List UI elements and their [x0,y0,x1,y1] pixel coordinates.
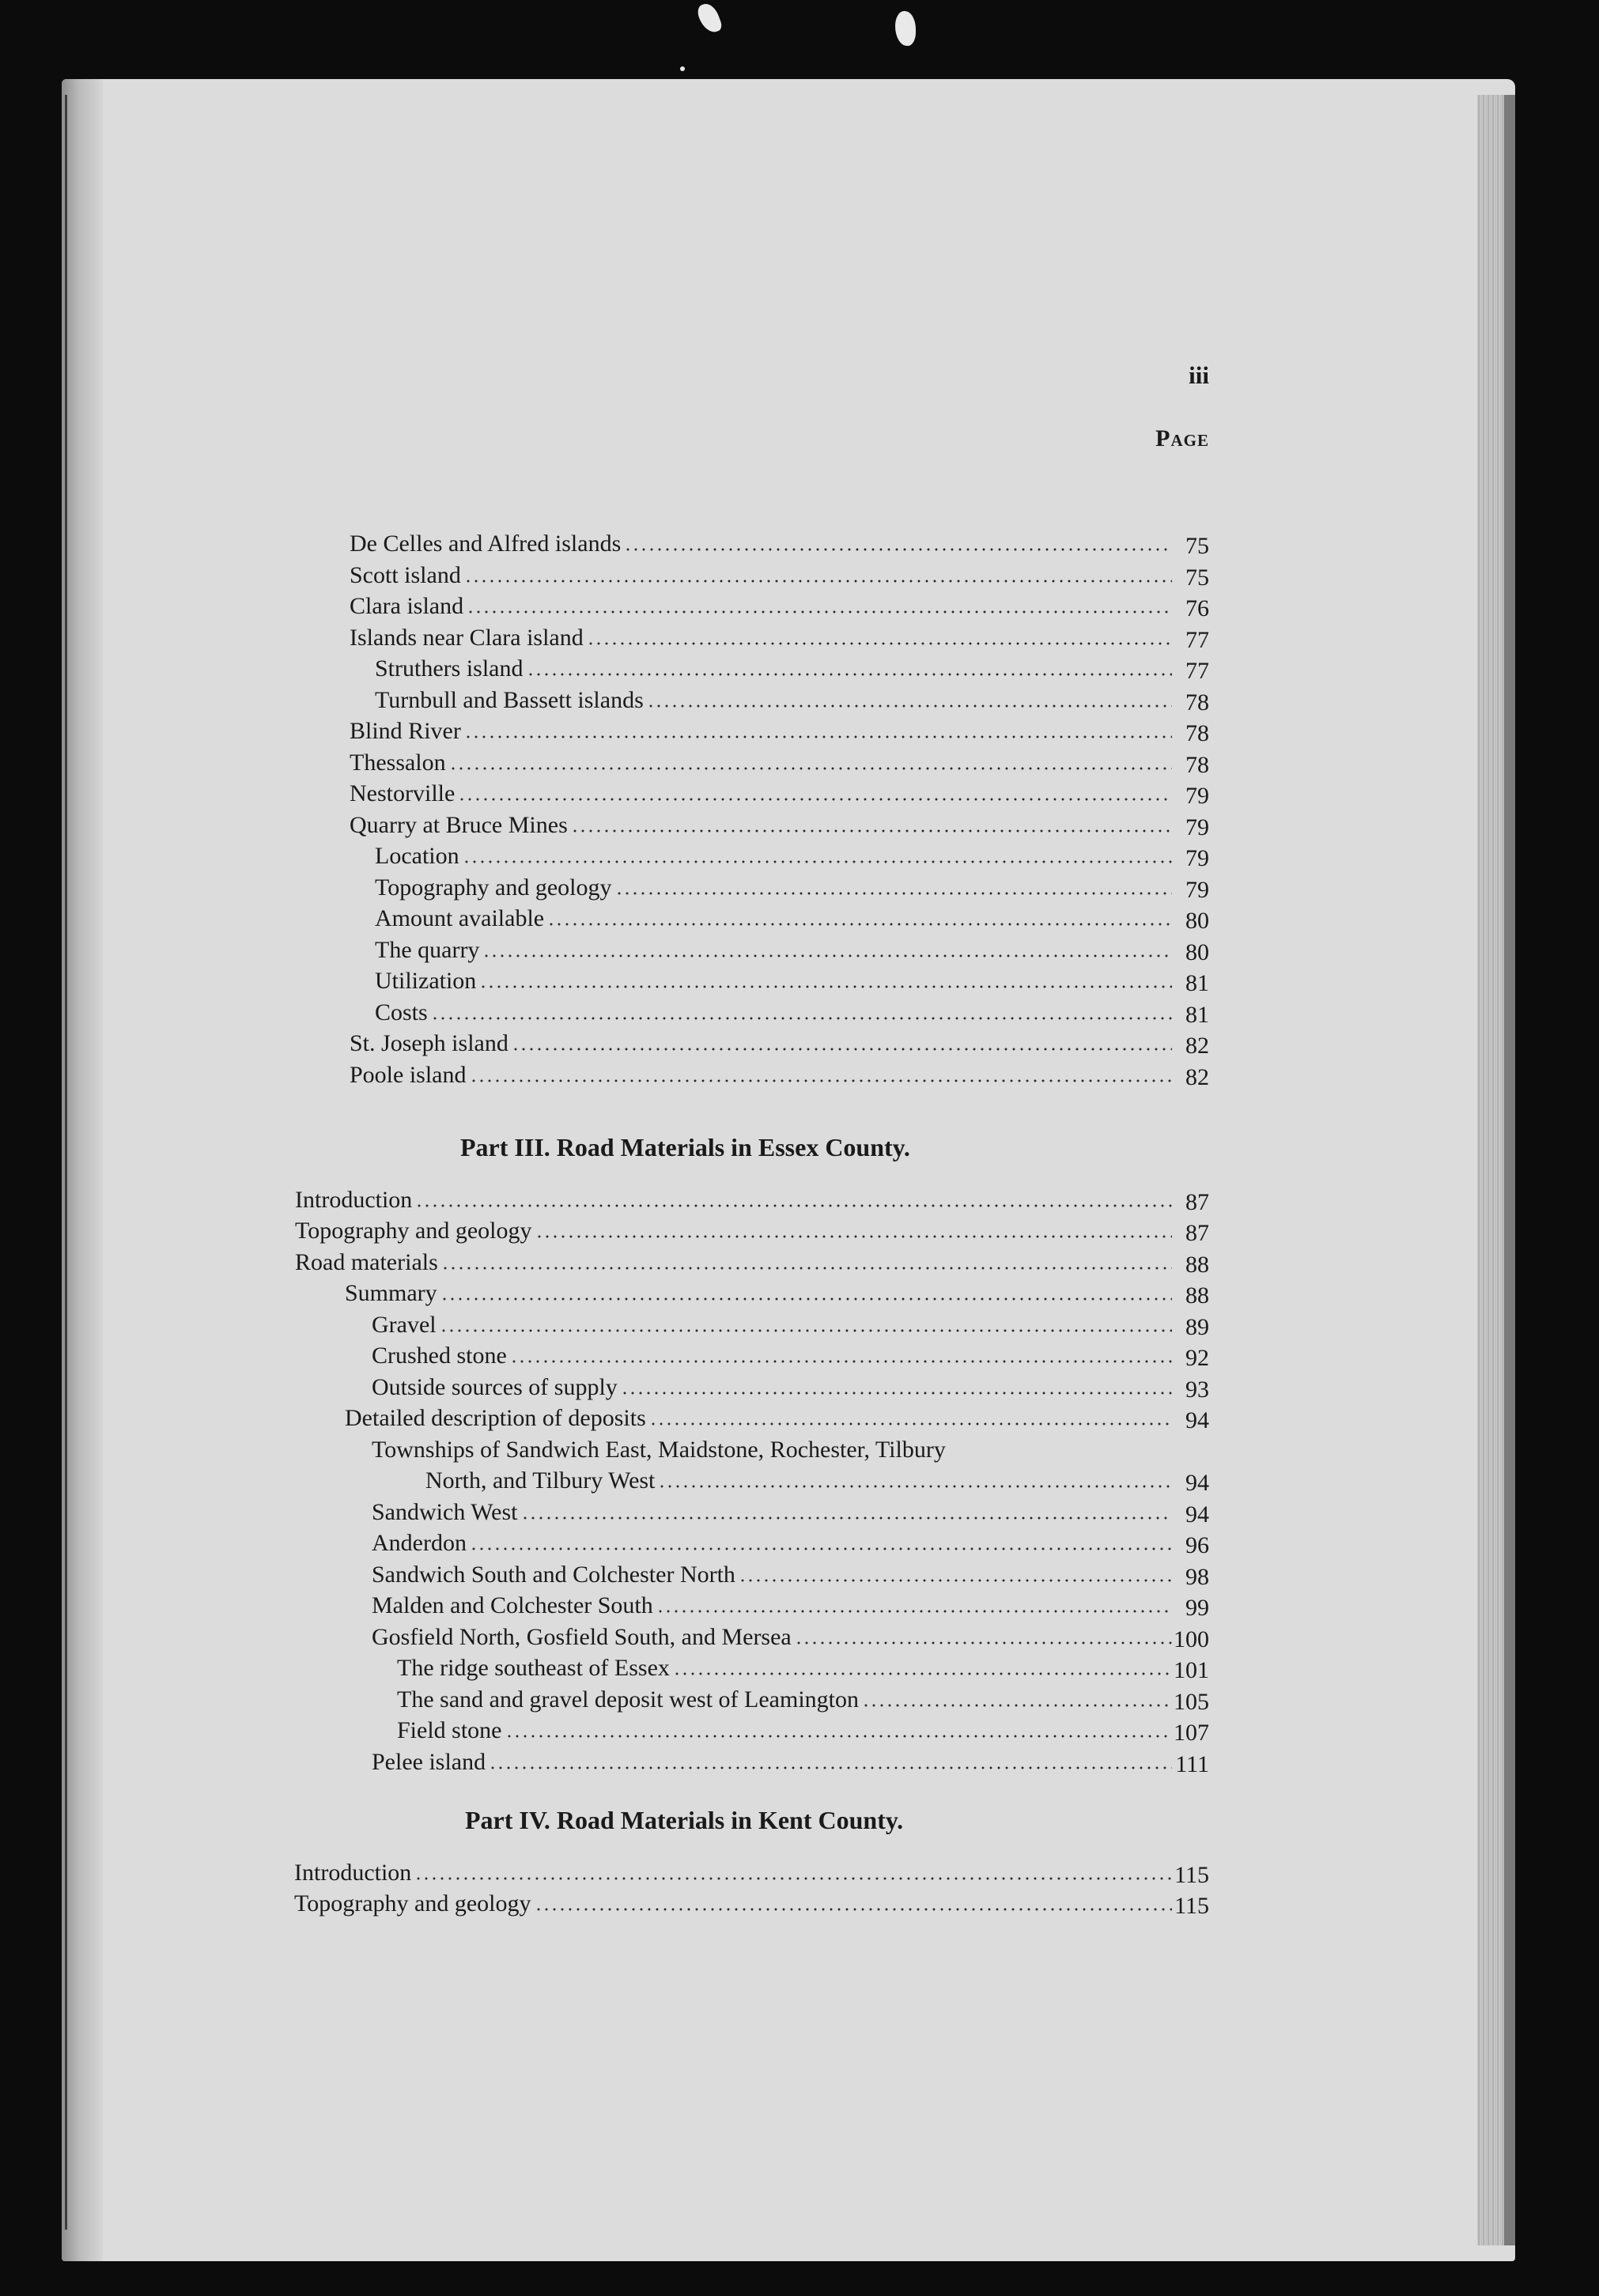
toc-entry: Field stone 107 [397,1717,1209,1746]
toc-entry: Poole island 82 [350,1062,1209,1090]
toc-entry: Road materials 88 [295,1249,1209,1278]
toc-entry: Topography and geology 115 [294,1890,1209,1919]
toc-entry: Struthers island 77 [375,655,1209,684]
toc-entry: Outside sources of supply 93 [372,1374,1209,1403]
toc-entry: Turnbull and Bassett islands 78 [375,687,1209,716]
toc-entry: De Celles and Alfred islands 75 [350,531,1209,559]
toc-entry: Quarry at Bruce Mines 79 [350,812,1209,840]
page-column-header: Page [1155,425,1209,451]
toc-entry: St. Joseph island 82 [350,1030,1209,1059]
toc-entry: Nestorville 79 [350,780,1209,809]
scan-mark [695,1,724,36]
toc-entry: Clara island 76 [350,593,1209,621]
table-of-contents [62,79,1515,2261]
toc-entry: Scott island 75 [350,562,1209,591]
toc-entry-first-line: Townships of Sandwich East, Maidstone, Rochester, Tilbury [372,1437,946,1463]
toc-entry: Topography and geology 79 [375,874,1209,903]
toc-entry: Detailed description of deposits 94 [345,1405,1209,1433]
toc-entry: Gosfield North, Gosfield South, and Mersea 100 [372,1624,1209,1652]
toc-entry: Costs 81 [375,999,1209,1028]
toc-entry: North, and Tilbury West 94 [425,1467,1209,1496]
book-page [62,79,1515,2261]
toc-entry: Blind River 78 [350,718,1209,746]
part-iii-heading: Part III. Road Materials in Essex County. [460,1133,910,1161]
folio-number: iii [1189,361,1209,389]
toc-entry: Anderdon 96 [372,1530,1209,1558]
scan-mark [895,11,916,46]
toc-entry: The ridge southeast of Essex 101 [397,1655,1209,1683]
toc-entry: Sandwich West 94 [372,1499,1209,1528]
toc-entry: Introduction 87 [295,1187,1209,1215]
toc-entry: The quarry 80 [375,937,1209,965]
toc-entry: Islands near Clara island 77 [350,625,1209,653]
toc-entry: Location 79 [375,843,1209,871]
toc-entry: Topography and geology 87 [295,1218,1209,1246]
toc-entry: Summary 88 [345,1280,1209,1308]
toc-entry: Crushed stone 92 [372,1342,1209,1371]
toc-entry: Sandwich South and Colchester North 98 [372,1562,1209,1590]
toc-entry: The sand and gravel deposit west of Leamington 105 [397,1686,1209,1715]
toc-entry: Utilization 81 [375,968,1209,996]
toc-entry: Introduction 115 [294,1860,1209,1888]
toc-entry: Pelee island 111 [372,1749,1209,1777]
toc-entry: Gravel 89 [372,1312,1209,1340]
scan-mark [680,66,685,71]
toc-entry: Malden and Colchester South 99 [372,1592,1209,1621]
toc-entry: Amount available 80 [375,905,1209,934]
toc-entry: Thessalon 78 [350,750,1209,778]
part-iv-heading: Part IV. Road Materials in Kent County. [465,1806,904,1834]
